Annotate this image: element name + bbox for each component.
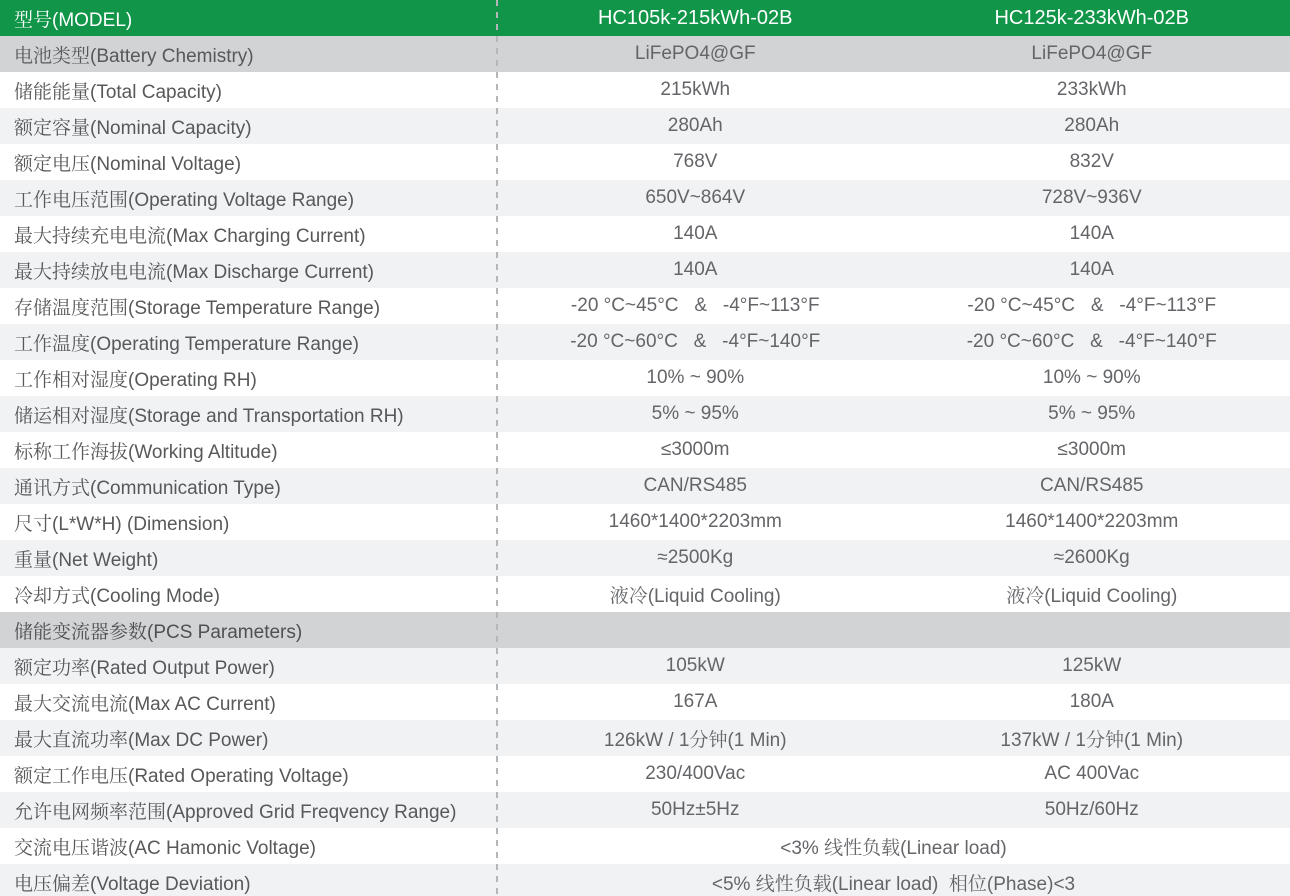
table-row bbox=[0, 468, 1290, 504]
row-value-col-1: -20 °C~60°C & -4°F~140°F bbox=[570, 331, 821, 352]
table-row bbox=[0, 144, 1290, 180]
table-row bbox=[0, 396, 1290, 432]
row-value-col-1: 650V~864V bbox=[645, 187, 746, 208]
row-value-col-2: 280Ah bbox=[1064, 115, 1120, 136]
row-label: 工作电压范围(Operating Voltage Range) bbox=[14, 189, 355, 211]
row-value-col-1: ≈2500Kg bbox=[657, 547, 734, 568]
row-value-col-2: 50Hz/60Hz bbox=[1044, 799, 1139, 820]
row-value-col-1: 768V bbox=[673, 151, 718, 172]
row-value-col-1: -20 °C~45°C & -4°F~113°F bbox=[570, 295, 820, 316]
table-row bbox=[0, 288, 1290, 324]
row-value-col-2: -20 °C~45°C & -4°F~113°F bbox=[967, 295, 1217, 316]
row-value-col-1: 液冷(Liquid Cooling) bbox=[609, 585, 781, 607]
row-label: 交流电压谐波(AC Hamonic Voltage) bbox=[14, 837, 316, 859]
table-row bbox=[0, 324, 1290, 360]
row-value-col-1: 1460*1400*2203mm bbox=[608, 511, 782, 532]
row-value-col-1: CAN/RS485 bbox=[643, 475, 747, 496]
table-row bbox=[0, 504, 1290, 540]
row-label: 额定容量(Nominal Capacity) bbox=[14, 117, 252, 139]
row-label: 冷却方式(Cooling Mode) bbox=[14, 585, 220, 607]
row-value-col-2: 5% ~ 95% bbox=[1048, 403, 1136, 424]
row-label: 最大交流电流(Max AC Current) bbox=[14, 693, 276, 715]
table-row bbox=[0, 36, 1290, 72]
row-label: 工作温度(Operating Temperature Range) bbox=[14, 333, 359, 355]
table-row bbox=[0, 540, 1290, 576]
row-value-col-1: 140A bbox=[673, 259, 718, 280]
row-value-col-1: 167A bbox=[673, 691, 718, 712]
row-label: 重量(Net Weight) bbox=[14, 549, 159, 571]
row-label: 允许电网频率范围(Approved Grid Freqvency Range) bbox=[14, 801, 457, 823]
table-row bbox=[0, 216, 1290, 252]
row-label: 额定电压(Nominal Voltage) bbox=[14, 153, 242, 175]
row-label: 储运相对湿度(Storage and Transportation RH) bbox=[14, 405, 404, 427]
row-value-col-2: 728V~936V bbox=[1041, 187, 1142, 208]
row-value-col-2: 125kW bbox=[1062, 655, 1122, 676]
row-label: 最大持续放电电流(Max Discharge Current) bbox=[14, 261, 374, 283]
section-header-row bbox=[0, 612, 1290, 648]
row-value-col-2: 10% ~ 90% bbox=[1042, 367, 1141, 388]
row-value-col-1: LiFePO4@GF bbox=[634, 43, 756, 64]
table-row bbox=[0, 108, 1290, 144]
row-label: 存储温度范围(Storage Temperature Range) bbox=[14, 297, 381, 319]
table-row bbox=[0, 648, 1290, 684]
table-row bbox=[0, 792, 1290, 828]
row-label: 电池类型(Battery Chemistry) bbox=[14, 45, 254, 67]
row-value-col-2: ≤3000m bbox=[1057, 439, 1127, 460]
table-row bbox=[0, 756, 1290, 792]
table-row bbox=[0, 180, 1290, 216]
row-value-col-2: 140A bbox=[1069, 223, 1114, 244]
row-label: 电压偏差(Voltage Deviation) bbox=[14, 873, 251, 895]
row-value-col-2: LiFePO4@GF bbox=[1031, 43, 1153, 64]
row-value-col-1: 280Ah bbox=[667, 115, 723, 136]
row-value-col-2: AC 400Vac bbox=[1044, 763, 1140, 784]
row-label: 最大持续充电电流(Max Charging Current) bbox=[14, 225, 366, 247]
row-value-col-2: -20 °C~60°C & -4°F~140°F bbox=[966, 331, 1217, 352]
table-row bbox=[0, 360, 1290, 396]
table-row bbox=[0, 72, 1290, 108]
row-value-col-2: CAN/RS485 bbox=[1040, 475, 1144, 496]
row-label: 标称工作海拔(Working Altitude) bbox=[14, 441, 278, 463]
row-value-col-1: 105kW bbox=[665, 655, 725, 676]
section-title: 储能变流器参数(PCS Parameters) bbox=[14, 621, 303, 643]
row-value-col-1: 50Hz±5Hz bbox=[650, 799, 740, 820]
row-label: 额定功率(Rated Output Power) bbox=[14, 657, 275, 679]
row-label: 最大直流功率(Max DC Power) bbox=[14, 729, 269, 751]
row-value-col-2: 180A bbox=[1069, 691, 1114, 712]
table-row bbox=[0, 252, 1290, 288]
row-label: 工作相对湿度(Operating RH) bbox=[14, 369, 257, 391]
row-value-col-2: 1460*1400*2203mm bbox=[1005, 511, 1179, 532]
model-name-column-2: HC125k-233kWh-02B bbox=[994, 6, 1190, 29]
row-value-col-1: 230/400Vac bbox=[645, 763, 746, 784]
table-row bbox=[0, 432, 1290, 468]
model-header-label: 型号(MODEL) bbox=[14, 9, 133, 31]
row-value-col-2: 液冷(Liquid Cooling) bbox=[1006, 585, 1178, 607]
row-value-col-1: 5% ~ 95% bbox=[651, 403, 739, 424]
row-label: 尺寸(L*W*H) (Dimension) bbox=[14, 513, 230, 535]
row-value-col-1: 126kW / 1分钟(1 Min) bbox=[603, 729, 787, 751]
row-value-span: <5% 线性负载(Linear load) 相位(Phase)<3 bbox=[711, 873, 1076, 895]
table-row bbox=[0, 864, 1290, 896]
table-row bbox=[0, 720, 1290, 756]
row-value-col-2: 140A bbox=[1069, 259, 1114, 280]
row-label: 通讯方式(Communication Type) bbox=[14, 477, 281, 499]
row-value-col-1: 215kWh bbox=[660, 79, 731, 100]
row-value-col-2: ≈2600Kg bbox=[1053, 547, 1130, 568]
row-value-col-2: 233kWh bbox=[1056, 79, 1127, 100]
row-value-col-2: 137kW / 1分钟(1 Min) bbox=[1000, 729, 1184, 751]
table-header-row bbox=[0, 0, 1290, 36]
table-body bbox=[0, 36, 1290, 896]
table-row bbox=[0, 828, 1290, 864]
row-value-col-1: 140A bbox=[673, 223, 718, 244]
row-label: 额定工作电压(Rated Operating Voltage) bbox=[14, 765, 349, 787]
table-row bbox=[0, 684, 1290, 720]
row-value-col-1: 10% ~ 90% bbox=[646, 367, 745, 388]
row-value-col-2: 832V bbox=[1069, 151, 1114, 172]
row-value-col-1: ≤3000m bbox=[660, 439, 730, 460]
model-name-column-1: HC105k-215kWh-02B bbox=[597, 6, 793, 29]
row-value-span: <3% 线性负载(Linear load) bbox=[780, 837, 1007, 859]
table-row bbox=[0, 576, 1290, 612]
row-label: 储能能量(Total Capacity) bbox=[14, 81, 222, 103]
